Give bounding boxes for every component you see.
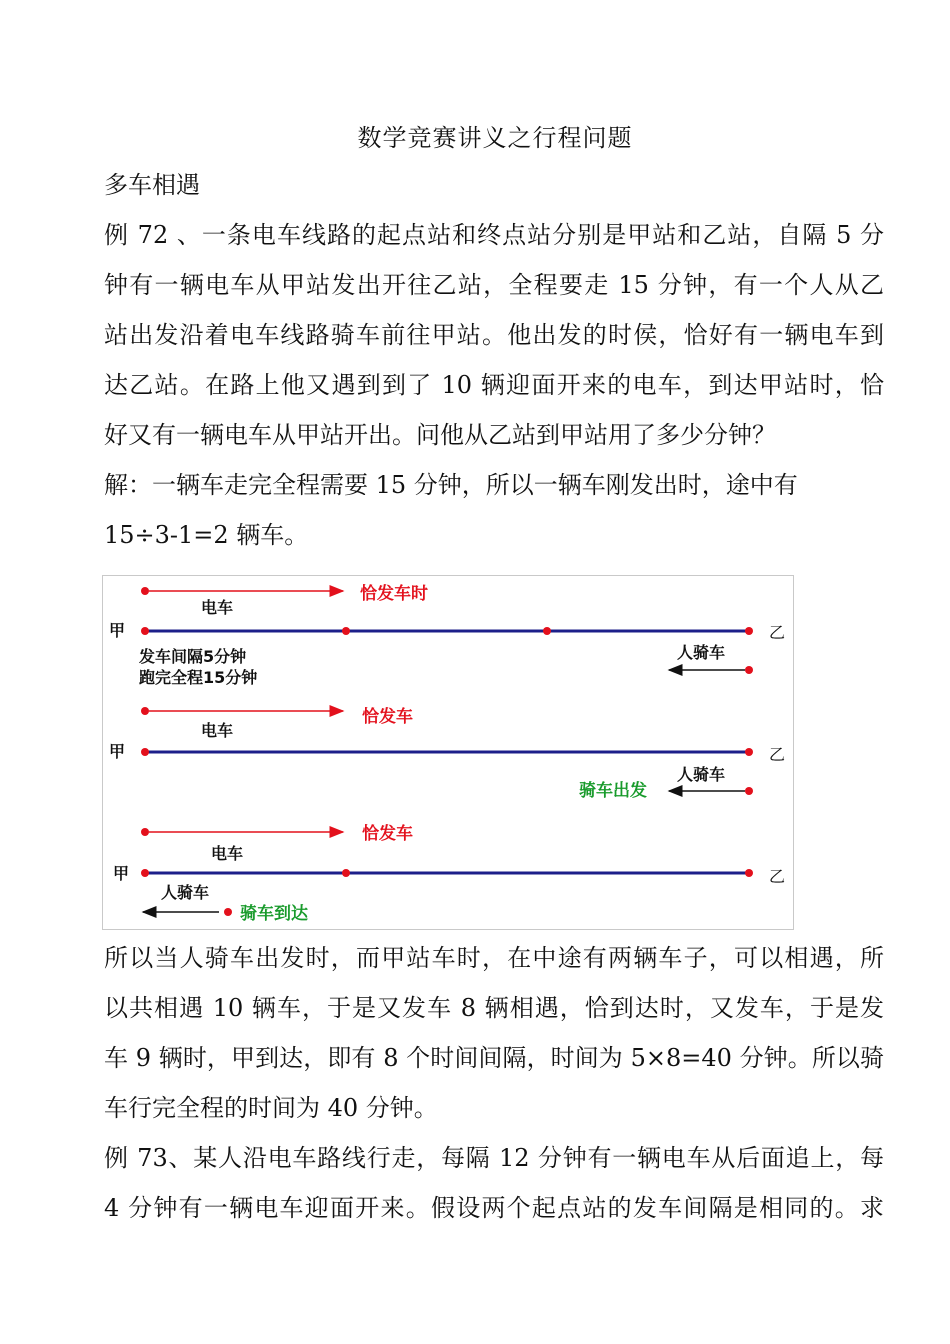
tram-dot <box>141 707 149 715</box>
section-heading: 多车相遇 <box>104 171 200 199</box>
interval-note: 发车间隔5分钟 <box>139 647 247 666</box>
station-b-label: 乙 <box>769 623 786 642</box>
cyclist-arrives-label: 骑车到达 <box>240 904 308 924</box>
tram-label: 电车 <box>211 844 244 863</box>
tram-dot <box>342 627 350 635</box>
cyclist-departs-label: 骑车出发 <box>579 781 647 801</box>
panel-1 <box>109 583 785 687</box>
explanation-line-4: 车行完全程的时间为 40 分钟。 <box>104 1094 438 1122</box>
tram-dot <box>141 828 149 836</box>
station-b-label: 乙 <box>769 745 786 764</box>
panel-2-event-label: 恰发车 <box>362 707 413 727</box>
cyclist-label: 人骑车 <box>677 643 726 662</box>
example-73-line-2: 4 分钟有一辆电车迎面开来。假设两个起点站的发车间隔是相同的。求 <box>104 1194 884 1222</box>
cyclist-label: 人骑车 <box>677 765 726 784</box>
tram-diagram <box>102 575 794 930</box>
station-b-label: 乙 <box>769 867 786 886</box>
cyclist-dot <box>745 787 753 795</box>
explanation-line-2: 以共相遇 10 辆车，于是又发车 8 辆相遇，恰到达时，又发车，于是发 <box>104 994 884 1022</box>
example-73-line-1: 例 73、某人沿电车路线行走，每隔 12 分钟有一辆电车从后面追上，每 <box>104 1144 884 1172</box>
tram-dot <box>543 627 551 635</box>
example-72-line-2: 钟有一辆电车从甲站发出开往乙站，全程要走 15 分钟，有一个人从乙 <box>104 271 884 299</box>
solution-line-1: 解：一辆车走完全程需要 15 分钟，所以一辆车刚发出时，途中有 <box>104 471 798 499</box>
explanation-line-1: 所以当人骑车出发时，而甲站车时，在中途有两辆车子，可以相遇，所 <box>104 944 884 972</box>
tram-diagram-svg <box>103 576 793 929</box>
tram-dot <box>141 587 149 595</box>
station-a-label: 甲 <box>113 864 130 883</box>
station-a-label: 甲 <box>109 742 126 761</box>
tram-label: 电车 <box>201 598 234 617</box>
tram-dot <box>141 748 149 756</box>
example-72-line-4: 达乙站。在路上他又遇到到了 10 辆迎面开来的电车，到达甲站时，恰 <box>104 371 884 399</box>
example-72-line-3: 站出发沿着电车线路骑车前往甲站。他出发的时侯，恰好有一辆电车到 <box>104 321 884 349</box>
cyclist-dot <box>745 666 753 674</box>
tram-dot <box>745 627 753 635</box>
tram-label: 电车 <box>201 721 234 740</box>
panel-3-event-label: 恰发车 <box>362 824 413 844</box>
page-title: 数学竞赛讲义之行程问题 <box>357 124 633 152</box>
solution-line-2: 15÷3-1=2 辆车。 <box>104 521 309 549</box>
tram-dot <box>342 869 350 877</box>
example-72-line-5: 好又有一辆电车从甲站开出。问他从乙站到甲站用了多少分钟？ <box>104 421 776 449</box>
station-a-label: 甲 <box>109 621 126 640</box>
cyclist-dot <box>224 908 232 916</box>
cyclist-label: 人骑车 <box>161 883 210 902</box>
duration-note: 跑完全程15分钟 <box>139 668 258 687</box>
panel-2 <box>109 706 785 801</box>
tram-dot <box>141 869 149 877</box>
tram-dot <box>745 869 753 877</box>
explanation-line-3: 车 9 辆时，甲到达，即有 8 个时间间隔，时间为 5×8=40 分钟。所以骑 <box>104 1044 884 1072</box>
panel-1-event-label: 恰发车时 <box>360 584 428 604</box>
tram-dot <box>141 627 149 635</box>
example-72-line-1: 例 72 、一条电车线路的起点站和终点站分别是甲站和乙站，自隔 5 分 <box>104 221 884 249</box>
tram-dot <box>745 748 753 756</box>
panel-3 <box>113 823 785 924</box>
